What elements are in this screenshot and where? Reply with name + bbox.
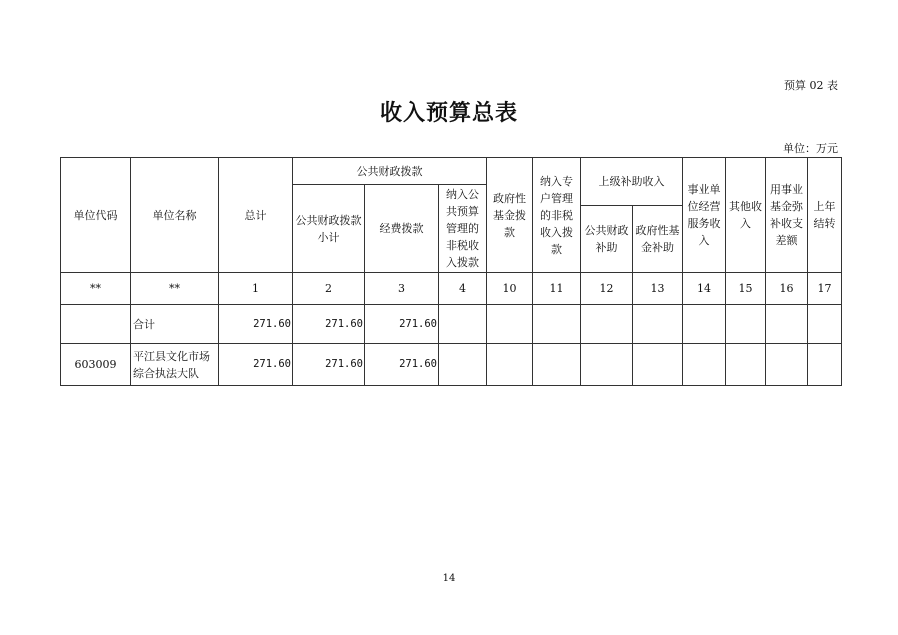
empty-cell [533,344,581,386]
empty-cell [726,305,766,344]
header-expense-allocation: 经费拨款 [365,185,439,273]
empty-cell [581,305,633,344]
index-cell: 15 [726,273,766,305]
empty-cell [726,344,766,386]
unit-name-cell: 平江县文化市场综合执法大队 [131,344,219,386]
empty-cell [439,344,487,386]
unit-name-cell: 合计 [131,305,219,344]
header-non-tax-in-budget: 纳入公共预算管理的非税收入拨款 [439,185,487,273]
table-row [61,344,842,386]
header-non-tax-special: 纳入专户管理的非税收入拨款 [533,158,581,273]
unit-code-cell [61,305,131,344]
page-title: 收入预算总表 [379,100,518,126]
expense-cell: 271.60 [365,305,439,344]
empty-cell [766,344,808,386]
expense-cell: 271.60 [365,344,439,386]
header-business-service: 事业单位经营服务收入 [683,158,726,273]
subtotal-cell: 271.60 [293,344,365,386]
empty-cell [808,305,842,344]
empty-cell [581,344,633,386]
page-number: 14 [442,573,456,584]
empty-cell [533,305,581,344]
index-cell: 1 [219,273,293,305]
header-gov-fund-subsidy: 政府性基金补助 [633,206,683,273]
index-cell: 12 [581,273,633,305]
header-superior-subsidy: 上级补助收入 [581,158,683,206]
header-public-finance-subsidy: 公共财政补助 [581,206,633,273]
total-cell: 271.60 [219,305,293,344]
index-cell: 14 [683,273,726,305]
table-row [61,305,842,344]
header-public-finance-subtotal: 公共财政拨款小计 [293,185,365,273]
index-cell: 17 [808,273,842,305]
income-budget-table [60,157,842,386]
total-cell: 271.60 [219,344,293,386]
header-prior-year: 上年结转 [808,158,842,273]
empty-cell [439,305,487,344]
subtotal-cell: 271.60 [293,305,365,344]
header-gov-fund: 政府性基金拨款 [487,158,533,273]
index-cell: 2 [293,273,365,305]
index-cell: 10 [487,273,533,305]
empty-cell [683,305,726,344]
index-cell: 4 [439,273,487,305]
index-cell: 16 [766,273,808,305]
index-row [61,273,842,305]
empty-cell [683,344,726,386]
index-cell: 11 [533,273,581,305]
unit-code-cell: 603009 [61,344,131,386]
empty-cell [487,305,533,344]
unit-label: 单位：万元 [783,142,838,155]
empty-cell [633,305,683,344]
empty-cell [808,344,842,386]
index-cell: ** [131,273,219,305]
index-cell: 3 [365,273,439,305]
header-fund-offset: 用事业基金弥补收支差额 [766,158,808,273]
empty-cell [633,344,683,386]
header-other-income: 其他收入 [726,158,766,273]
header-public-finance: 公共财政拨款 [293,158,487,185]
empty-cell [487,344,533,386]
index-cell: ** [61,273,131,305]
header-unit-code: 单位代码 [61,158,131,273]
index-cell: 13 [633,273,683,305]
empty-cell [766,305,808,344]
header-total: 总计 [219,158,293,273]
header-unit-name: 单位名称 [131,158,219,273]
form-number: 预算 02 表 [784,79,838,92]
